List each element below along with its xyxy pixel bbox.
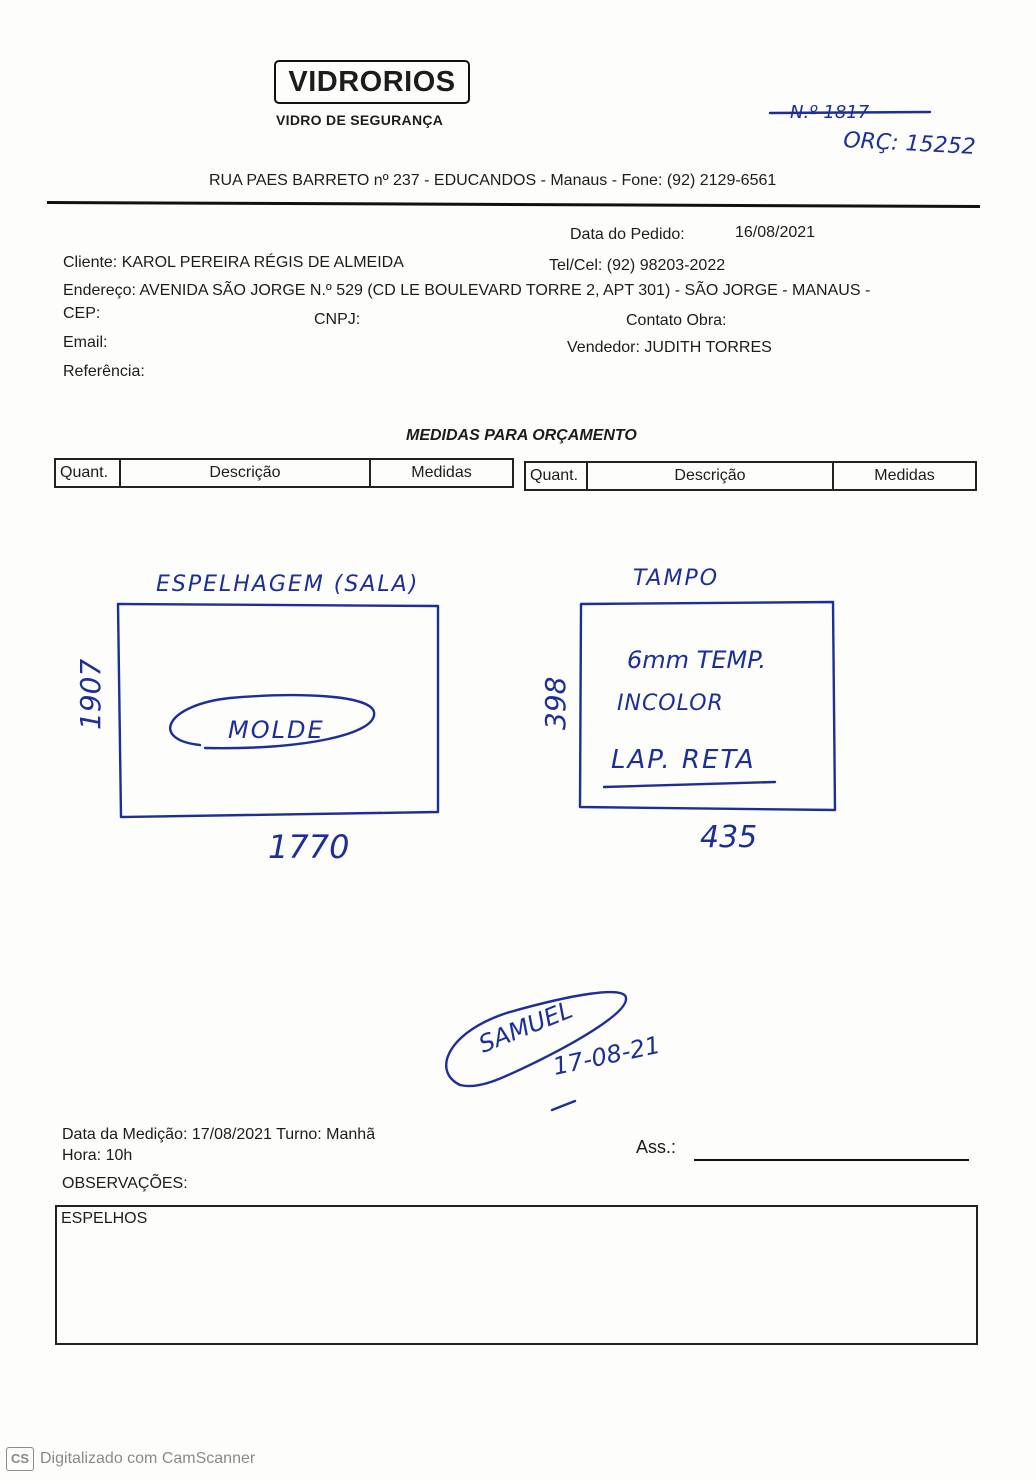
camscanner-logo-icon: CS [6, 1447, 34, 1471]
client-field: Cliente: KAROL PEREIRA RÉGIS DE ALMEIDA [63, 254, 404, 271]
signature-stroke [552, 1101, 575, 1110]
column-medidas: Medidas [370, 459, 513, 487]
contact-field: Contato Obra: [626, 312, 727, 329]
logo-text: VIDRORIOS [288, 66, 456, 98]
phone-field: Tel/Cel: (92) 98203-2022 [549, 257, 726, 274]
espelho-width: 1770 [268, 828, 350, 866]
tampo-spec-line: INCOLOR [617, 691, 724, 716]
cnpj-field: CNPJ: [314, 311, 361, 328]
espelho-rectangle [118, 604, 438, 817]
signature-label: Ass.: [636, 1137, 677, 1157]
signature-oval [446, 992, 626, 1086]
order-date-label: Data do Pedido: [570, 226, 685, 243]
tampo-width: 435 [700, 820, 758, 855]
signature-name: SAMUEL [474, 995, 577, 1059]
cep-field: CEP: [63, 305, 101, 322]
tampo-height: 398 [539, 676, 572, 730]
espelhagem-label: ESPELHAGEM (SALA) [156, 572, 420, 597]
observations-label: OBSERVAÇÕES: [62, 1175, 188, 1192]
reference-field: Referência: [63, 363, 145, 380]
order-date-value: 16/08/2021 [735, 224, 816, 241]
observations-box [55, 1205, 978, 1345]
company-address: RUA PAES BARRETO nº 237 - EDUCANDOS - Manaus - Fone: (92) 2129-6561 [209, 172, 777, 189]
handwritten-order-number: ORÇ: 15252 [842, 128, 977, 160]
printed-number: N.º 1817 [790, 102, 870, 123]
espelho-height: 1907 [74, 658, 107, 730]
email-field: Email: [63, 334, 108, 351]
column-medidas: Medidas [833, 462, 976, 490]
molde-label: MOLDE [228, 716, 325, 744]
observations-text: ESPELHOS [61, 1210, 148, 1227]
tampo-underline [604, 782, 775, 787]
address-field: Endereço: AVENIDA SÃO JORGE N.º 529 (CD LE BOULEVARD TORRE 2, APT 301) - SÃO JORGE - MANAUS - [63, 282, 871, 299]
signature-line [694, 1159, 969, 1161]
column-quant: Quant. [525, 462, 587, 490]
measurement-time: Hora: 10h [62, 1147, 133, 1164]
column-descricao: Descrição [120, 459, 370, 487]
column-quant: Quant. [55, 459, 120, 487]
signature-date: 17-08-21 [550, 1030, 663, 1081]
column-descricao: Descrição [587, 462, 833, 490]
tampo-spec-line: LAP. RETA [611, 745, 756, 775]
camscanner-text: Digitalizado com CamScanner [40, 1450, 256, 1467]
seller-field: Vendedor: JUDITH TORRES [567, 339, 772, 356]
tampo-label: TAMPO [633, 566, 720, 591]
tampo-spec-line: 6mm TEMP. [627, 646, 766, 674]
logo-subtitle: VIDRO DE SEGURANÇA [276, 112, 444, 128]
measures-title: MEDIDAS PARA ORÇAMENTO [406, 427, 637, 444]
measurement-date: Data da Medição: 17/08/2021 Turno: Manhã [62, 1126, 376, 1143]
